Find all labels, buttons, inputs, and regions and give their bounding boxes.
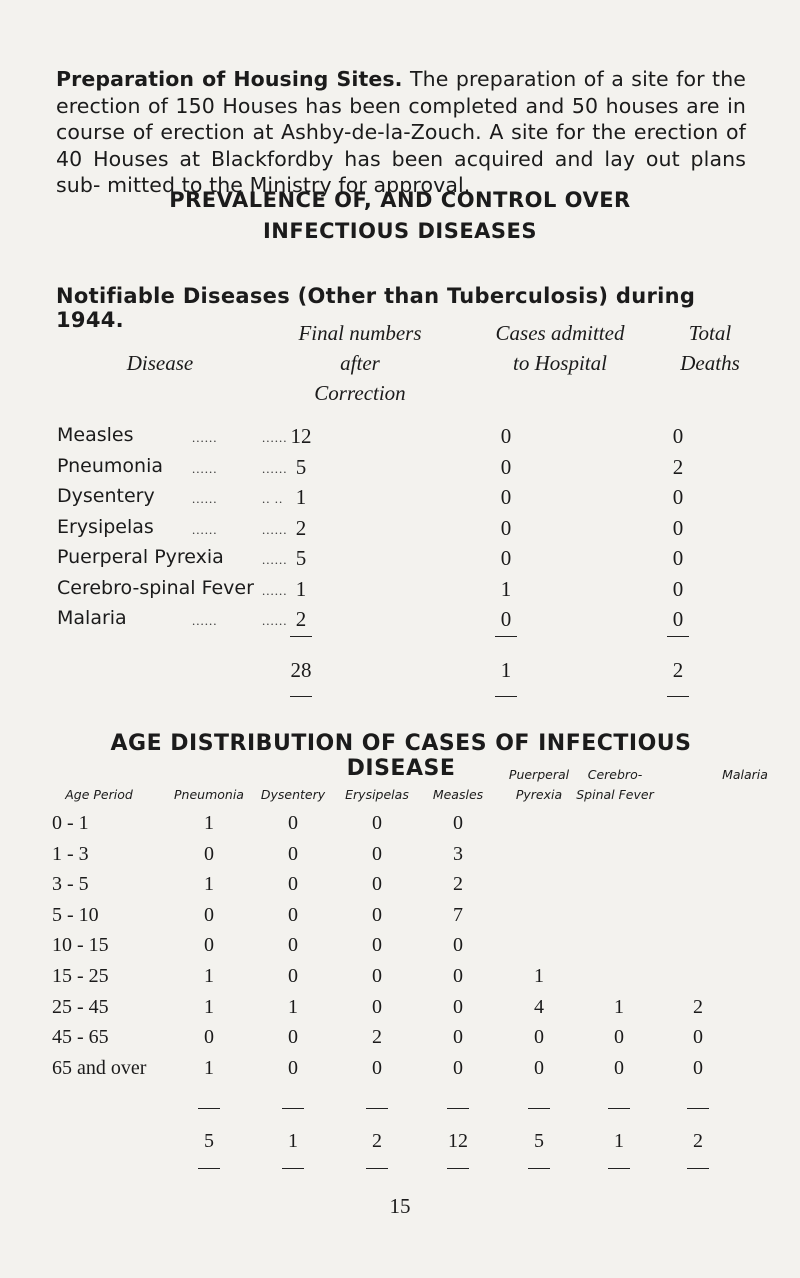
count-erysipelas: 0 (372, 812, 382, 834)
t2-header-erysipelas: Erysipelas (345, 787, 409, 802)
t2-header-cerebro-1: Cerebro- (587, 767, 643, 782)
leader-dots: ...... (192, 613, 218, 628)
leader-dots: ...... (192, 430, 218, 445)
total-deaths: 2 (672, 454, 684, 479)
table2-row (0, 996, 800, 1026)
count-cerebro: 0 (614, 1026, 624, 1049)
count-measles: 0 (453, 1056, 463, 1079)
table1-row (0, 607, 800, 637)
t1-rule-deaths (667, 636, 689, 637)
table1-row (0, 577, 800, 607)
leader-dots: ...... (262, 582, 288, 598)
cases-admitted: 0 (500, 454, 512, 479)
table1-row (0, 546, 800, 576)
count-cerebro: 1 (614, 995, 624, 1018)
notifiable-title: Notifiable Diseases (Other than Tuberculosis) during 1944. (56, 284, 696, 332)
count-malaria: 0 (693, 1056, 703, 1079)
t1-header-final-1: Final numbers (298, 321, 422, 345)
leader-dots: ...... (262, 430, 288, 445)
t1-header-final-3: Correction (314, 381, 406, 405)
t1-rule2-final (290, 696, 312, 697)
leader-dots: ...... (262, 613, 288, 628)
total-deaths: 0 (672, 607, 684, 631)
total-deaths: 0 (672, 424, 684, 448)
t2-header-cerebro-2: Spinal Fever (576, 787, 654, 802)
count-pneumonia: 1 (204, 995, 214, 1018)
age-period: 1 - 3 (52, 842, 89, 865)
count-puerperal: 4 (534, 995, 544, 1018)
disease-name: Measles (57, 424, 134, 446)
count-erysipelas: 0 (372, 873, 382, 896)
t2-total-measles: 12 (448, 1130, 468, 1152)
total-deaths: 0 (672, 546, 684, 570)
t1-total-deaths: 2 (672, 658, 684, 682)
age-period: 15 - 25 (52, 965, 109, 987)
t1-total-final: 28 (290, 658, 312, 682)
total-rule (366, 1108, 388, 1109)
cases-admitted: 0 (500, 485, 512, 509)
leader-dots: ...... (262, 521, 288, 537)
total-rule (282, 1168, 304, 1169)
age-period: 3 - 5 (52, 873, 89, 896)
final-number: 1 (295, 485, 307, 509)
leader-dots: ...... (262, 460, 288, 476)
count-pneumonia: 1 (204, 1056, 214, 1079)
count-dysentery: 0 (288, 903, 298, 926)
final-number: 5 (295, 546, 307, 570)
final-number: 12 (290, 424, 312, 448)
total-deaths: 0 (672, 576, 684, 601)
disease-name: Cerebro-spinal Fever (57, 576, 254, 599)
age-period: 5 - 10 (52, 903, 99, 926)
total-rule (687, 1108, 709, 1109)
t2-total-malaria: 2 (693, 1130, 703, 1152)
total-rule (687, 1168, 709, 1169)
table1-row (0, 516, 800, 546)
table2-row (0, 843, 800, 873)
count-pneumonia: 1 (204, 812, 214, 834)
count-malaria: 2 (693, 995, 703, 1018)
age-period: 10 - 15 (52, 934, 109, 957)
count-measles: 0 (453, 995, 463, 1018)
intro-text: The preparation of a site for the erection of 150 Houses has been completed and 50 houses are in course of erection at Ashby-de-la-Zouch. A site for the erection of 40 Houses at Blackfordby has been acquired and lay out plans sub- mitted to the Ministry for approval. (56, 67, 746, 197)
count-pneumonia: 0 (204, 842, 214, 865)
table2-row (0, 873, 800, 903)
cases-admitted: 0 (500, 515, 512, 540)
final-number: 1 (295, 576, 307, 601)
table2-row (0, 1057, 800, 1087)
t1-total-admitted: 1 (500, 658, 512, 682)
intro-lead: Preparation of Housing Sites. (56, 67, 403, 91)
t2-total-cerebro: 1 (614, 1130, 624, 1152)
final-number: 2 (295, 515, 307, 540)
count-erysipelas: 2 (372, 1026, 382, 1049)
count-erysipelas: 0 (372, 965, 382, 987)
t2-totals-row (0, 1130, 800, 1160)
t1-rule-final (290, 636, 312, 637)
disease-name: Erysipelas (57, 515, 154, 538)
t2-header-puerperal-2: Pyrexia (515, 787, 563, 802)
t2-total-puerperal: 5 (534, 1130, 544, 1152)
section-title-line2: INFECTIOUS DISEASES (262, 219, 538, 243)
total-rule (366, 1168, 388, 1169)
t1-header-final-2: after (340, 351, 380, 375)
count-cerebro: 0 (614, 1056, 624, 1079)
count-dysentery: 0 (288, 812, 298, 834)
count-dysentery: 1 (288, 995, 298, 1018)
total-rule (447, 1108, 469, 1109)
count-dysentery: 0 (288, 1026, 298, 1049)
t2-header-malaria: Malaria (722, 767, 768, 782)
final-number: 2 (295, 607, 307, 631)
t2-total-dysentery: 1 (288, 1130, 298, 1152)
count-measles: 7 (453, 903, 463, 926)
table2-row (0, 1026, 800, 1056)
final-number: 5 (295, 454, 307, 479)
leader-dots: ...... (192, 521, 218, 537)
total-rule (528, 1108, 550, 1109)
t2-total-erysipelas: 2 (372, 1130, 382, 1152)
count-measles: 2 (453, 873, 463, 896)
cases-admitted: 0 (500, 607, 512, 631)
t1-totals-row (0, 658, 800, 688)
t1-header-admitted-1: Cases admitted (495, 321, 625, 345)
age-period: 65 and over (52, 1056, 147, 1079)
count-puerperal: 0 (534, 1056, 544, 1079)
count-measles: 0 (453, 1026, 463, 1049)
t1-header-disease: Disease (126, 351, 194, 375)
table1-row (0, 424, 800, 454)
t2-header-measles: Measles (432, 787, 484, 802)
t1-rule-admitted (495, 636, 517, 637)
t1-header-deaths-2: Deaths (680, 351, 740, 375)
t1-header-admitted-2: to Hospital (513, 351, 607, 375)
age-period: 0 - 1 (52, 812, 89, 834)
t2-header-age: Age Period (65, 787, 133, 802)
disease-name: Malaria (57, 607, 127, 629)
count-erysipelas: 0 (372, 1056, 382, 1079)
total-rule (608, 1168, 630, 1169)
count-dysentery: 0 (288, 934, 298, 957)
table1-row (0, 455, 800, 485)
t2-header-pneumonia: Pneumonia (174, 787, 244, 802)
total-rule (282, 1108, 304, 1109)
count-pneumonia: 0 (204, 1026, 214, 1049)
disease-name: Pneumonia (57, 454, 163, 477)
disease-name: Dysentery (57, 485, 155, 507)
table2-row (0, 812, 800, 842)
total-rule (198, 1108, 220, 1109)
total-deaths: 0 (672, 515, 684, 540)
disease-name: Puerperal Pyrexia (57, 546, 224, 568)
total-rule (528, 1168, 550, 1169)
age-distribution-title: AGE DISTRIBUTION OF CASES OF INFECTIOUS DISEASE (110, 731, 692, 781)
table2-row (0, 934, 800, 964)
t2-total-pneumonia: 5 (204, 1130, 214, 1152)
table2-row (0, 904, 800, 934)
t1-rule2-admitted (495, 696, 517, 697)
count-pneumonia: 0 (204, 934, 214, 957)
count-measles: 0 (453, 965, 463, 987)
t1-rule2-deaths (667, 696, 689, 697)
count-puerperal: 1 (534, 965, 544, 987)
cases-admitted: 1 (500, 576, 512, 601)
age-period: 25 - 45 (52, 995, 109, 1018)
total-rule (608, 1108, 630, 1109)
total-rule (447, 1168, 469, 1169)
leader-dots: ...... (262, 552, 288, 567)
t2-header-puerperal-1: Puerperal (508, 767, 570, 782)
count-dysentery: 0 (288, 965, 298, 987)
count-erysipelas: 0 (372, 934, 382, 957)
cases-admitted: 0 (500, 546, 512, 570)
count-pneumonia: 0 (204, 903, 214, 926)
count-dysentery: 0 (288, 842, 298, 865)
total-deaths: 0 (672, 485, 684, 509)
leader-dots: ...... (192, 491, 218, 506)
count-erysipelas: 0 (372, 842, 382, 865)
age-period: 45 - 65 (52, 1026, 109, 1049)
count-measles: 0 (453, 934, 463, 957)
leader-dots: ...... (192, 460, 218, 476)
table2-row (0, 965, 800, 995)
total-rule (198, 1168, 220, 1169)
cases-admitted: 0 (500, 424, 512, 448)
page-number: 15 (389, 1194, 411, 1218)
leader-dots: .. .. (262, 491, 284, 506)
t2-header-dysentery: Dysentery (260, 787, 326, 802)
intro-paragraph (56, 66, 746, 199)
count-dysentery: 0 (288, 873, 298, 896)
count-malaria: 0 (693, 1026, 703, 1049)
count-puerperal: 0 (534, 1026, 544, 1049)
count-dysentery: 0 (288, 1056, 298, 1079)
section-title-line1: PREVALENCE OF, AND CONTROL OVER (169, 188, 631, 212)
table1-row (0, 485, 800, 515)
count-measles: 0 (453, 812, 463, 834)
count-pneumonia: 1 (204, 965, 214, 987)
count-pneumonia: 1 (204, 873, 214, 896)
count-erysipelas: 0 (372, 995, 382, 1018)
count-erysipelas: 0 (372, 903, 382, 926)
t1-header-deaths-1: Total (688, 321, 732, 345)
count-measles: 3 (453, 842, 463, 865)
